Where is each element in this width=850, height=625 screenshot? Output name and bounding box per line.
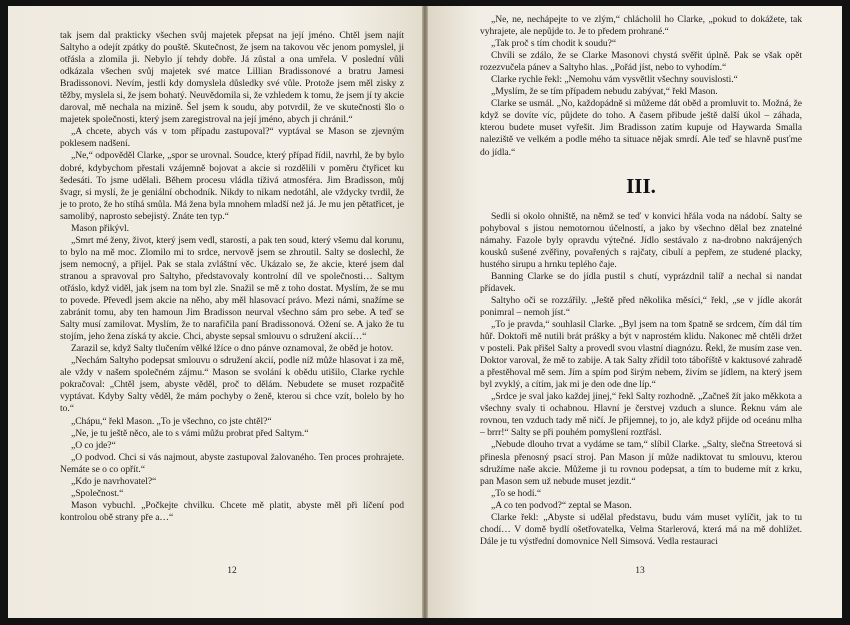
paragraph: „Ne,“ odpověděl Clarke, „spor se urovnal. Soudce, který případ řídil, navrhl, že by bylo dobré, kdybychom přestali vzájemně bojovat a akcie si rozdělili v poměru čtyřicet ku šedesáti. To jsme udělali. Během procesu vládla tíživá atmosféra. Jim Bradisson, můj švagr, si myslí, že je geniální obchodník. Nikdy to nikam nedotáhl, ale vždycky tvrdil, že je to proto, že ho stíhá smůla. Má žena byla mnohem mladší než já. Je mu jen pětatřicet, je samolibý, naprosto sebejistý. Znáte ten typ.“ bbox=[60, 150, 404, 222]
paragraph: Sedli si okolo ohniště, na němž se teď v konvici hřála voda na nádobí. Salty se pohyboval s jistou nemotornou účelností, a jako by všechno dělal bez znatelné námahy. Fazole byly opravdu výtečné. Jídlo sestávalo z na-drobno nakrájených kousků sušené zvěřiny, povařených s rajčaty, cibulí a pepřem, ze studené placky, hustého sirupu a hrnku teplého čaje. bbox=[480, 210, 802, 270]
paragraph: Clarke rychle řekl: „Nemohu vám vysvětlit všechny souvislosti.“ bbox=[491, 74, 738, 86]
right-page-number: 13 bbox=[635, 566, 645, 576]
paragraph: „A chcete, abych vás v tom případu zastupoval?“ vyptával se Mason se zjevným poklesem nadšení. bbox=[60, 126, 404, 150]
paragraph: Mason přikývl. bbox=[71, 222, 129, 234]
paragraph: „Ne, je tu ještě něco, ale to s vámi můžu probrat před Saltym.“ bbox=[71, 427, 309, 439]
right-page bbox=[428, 6, 842, 618]
chapter-heading: III. bbox=[626, 173, 656, 198]
left-page-text bbox=[60, 30, 404, 524]
paragraph: „Tak proč s tím chodit k soudu?“ bbox=[491, 38, 617, 50]
paragraph: Mason vybuchl. „Počkejte chvilku. Chcete mě platit, abyste měl při líčení pod kontrolou obě strany pře a…“ bbox=[60, 499, 404, 523]
paragraph: Clarke se usmál. „No, každopádně si můžeme dát oběd a promluvit to. Možná, že když se dovíte víc, půjdete do toho. A časem přibude ještě další úkol – záhada, kterou budete muset vyřešit. Jim Bradisson zatím kupuje od Haywarda Smalla naleziště ve velkém a podle mého ta situace nějak smrdí. Ale teď se hlavně pusťme do jídla.“ bbox=[480, 98, 802, 158]
left-page-number: 12 bbox=[227, 566, 237, 576]
right-page-text-after bbox=[480, 211, 802, 548]
paragraph: Saltyho oči se rozzářily. „Ještě před několika měsíci,“ řekl, „se v jídle akorát ponimral – nemoh jíst.“ bbox=[480, 294, 802, 318]
paragraph: „Nechám Saltyho podepsat smlouvu o sdružení akcií, podle níž může hlasovat i za mě, ale vždy v našem společném zájmu.“ Mason se svolání k obědu utišilo, Clarke rychle pokračoval: „Chtěl jsem, abyste věděl, proč to dělám. Nebudete se muset rozpačitě vyptávat. Kdyby Salty věděl, že mám pochyby o ženě, kterou si chce vzít, bolelo by ho to.“ bbox=[60, 355, 404, 415]
paragraph: „Chápu,“ řekl Mason. „To je všechno, co jste chtěl?“ bbox=[71, 415, 272, 427]
paragraph: „O co jde?“ bbox=[71, 439, 116, 451]
paragraph: „Společnost.“ bbox=[71, 487, 124, 499]
paragraph: Chvíli se zdálo, že se Clarke Masonovi chystá svěřit úplně. Pak se však opět rozezvučela pánev a Saltyho hlas. „Pořád jíst, nebo to vyhodím.“ bbox=[480, 50, 802, 74]
paragraph: „To se hodí.“ bbox=[491, 487, 542, 499]
paragraph: „Myslím, že se tím případem nebudu zabývat,“ řekl Mason. bbox=[491, 86, 718, 98]
paragraph: „Ne, ne, nechápejte to ve zlým,“ chlácholil ho Clarke, „pokud to dokážete, tak vyhrajete, ale nepůjde to. Je to předem prohrané.“ bbox=[480, 14, 802, 38]
paragraph: Clarke řekl: „Abyste si udělal představu, budu vám muset vylíčit, jak to tu chodí… V domě bydlí ošetřovatelka, Velma Starlerová, která má na mě dohlížet. Dále je tu výstřední domovnice Nell Simsová. Vedla restauraci bbox=[480, 511, 802, 547]
paragraph: tak jsem dal prakticky všechen svůj majetek přepsat na její jméno. Chtěl jsem najít Saltyho a odejít zpátky do pouště. Skutečnost, že jsem na takovou věc jenom pomyslel, ji otřásla a zlomila ji. Nebylo jí tehdy dobře. Já zůstal a ona umřela. V poslední vůli odkázala všechen svůj majetek své matce Lillian Bradissonové a bratru Jamesi Bradissonovi. Nevím, jestli kdy domyslela důsledky své vůle. Protože jsem měl zisky z těžby, myslela si, že jsem bohatý. Neuvědomila si, že vzhledem k tomu, že jsem jí ty akcie daroval, mě nechala na mizině. Šel jsem k soudu, aby potvrdil, že ve skutečnosti šlo o majetek společnosti, který jsem zaregistroval na její jméno, abych ji chránil.“ bbox=[60, 30, 404, 126]
paragraph: „Nebude dlouho trvat a vydáme se tam,“ slíbil Clarke. „Salty, slečna Streetová si přinesla přenosný psací stroj. Pan Mason jí může nadiktovat tu smlouvu, kterou sdružíme naše akcie. Můžeme ji tu rovnou podepsat, a tím to budeme mít z krku, pan Mason sem už nebude muset jezdit.“ bbox=[480, 439, 802, 487]
paragraph: Zarazil se, když Salty tlučením vělké lžíce o dno pánve oznamoval, že oběd je hotov. bbox=[71, 343, 394, 355]
paragraph: „A co ten podvod?“ zeptal se Mason. bbox=[491, 499, 632, 511]
paragraph: „Srdce je sval jako každej jinej,“ řekl Salty rozhodně. „Začneš žít jako měkkota a všechny svaly ti ochabnou. Hlavní je čerstvej vzduch a slunce. Řeknu vám ale rovnou, ten vzduch tady mě ničí. Je přijemnej, to jo, ale když přijde od oceánu mlha – brrr!“ Salty se při pouhém pomyšlení roztřásl. bbox=[480, 391, 802, 439]
paragraph: „O podvod. Chci si vás najmout, abyste zastupoval žalovaného. Ten proces prohrajete. Nemáte se o co opřít.“ bbox=[60, 451, 404, 475]
book-spread bbox=[8, 6, 842, 618]
right-page-text-before bbox=[480, 14, 802, 159]
paragraph: „To je pravda,“ souhlasil Clarke. „Byl jsem na tom špatně se srdcem, čím dál tím hůř. Doktoři mě nutili brát prášky a být v naprostém klidu. Nakonec mě chtěli držet v posteli. Pak přišel Salty a provedl svou vlastní diagnózu. Řekl, že musím zase ven. Doktor varoval, že mě to zabije. A tak Salty zřídil toto táboříště v kaktusové zahradě a přestěhoval mě sem. Jím a spím pod širým nebem, živím se jídlem, na který jsem byl zvyklý, a cítím, jak mi je den ode dne líp.“ bbox=[480, 318, 802, 391]
paragraph: „Kdo je navrhovatel?“ bbox=[71, 475, 157, 487]
paragraph: Banning Clarke se do jídla pustil s chutí, vyprázdnil talíř a nechal si nandat přídavek. bbox=[480, 270, 802, 294]
paragraph: „Smrt mé ženy, život, který jsem vedl, starosti, a pak ten soud, který všemu dal korunu, to bylo na mě moc. Zlomilo mi to srdce, nervově jsem se zhroutil. Salty se doslechl, že jsem nemocný, a přijel. Pak se stala zvláštní věc. Ukázalo se, že akcie, které jsem dal stranou a spravoval pro Saltyho, představovaly kontrolní díl ve společnosti… Saltym otřáslo, když viděl, jak jsem na tom byl zle. Snažil se mě z toho dostat. Myslím, že se mu to povede. Převedl jsem akcie na něho, aby měl hlasovací právo. Mezi námi, snažíme se zabránit tomu, aby ten hamoun Jim Bradisson neurval všechno sám pro sebe. A teď se Salty musí zamilovat. Myslím, že to narafičila paní Bradissonová. Ožení se. A jako že tu stojím, jeho žena získá ty akcie. Chci, abyste sepsal smlouvu o sdružení akcií…“ bbox=[60, 234, 404, 343]
left-page bbox=[8, 6, 422, 618]
